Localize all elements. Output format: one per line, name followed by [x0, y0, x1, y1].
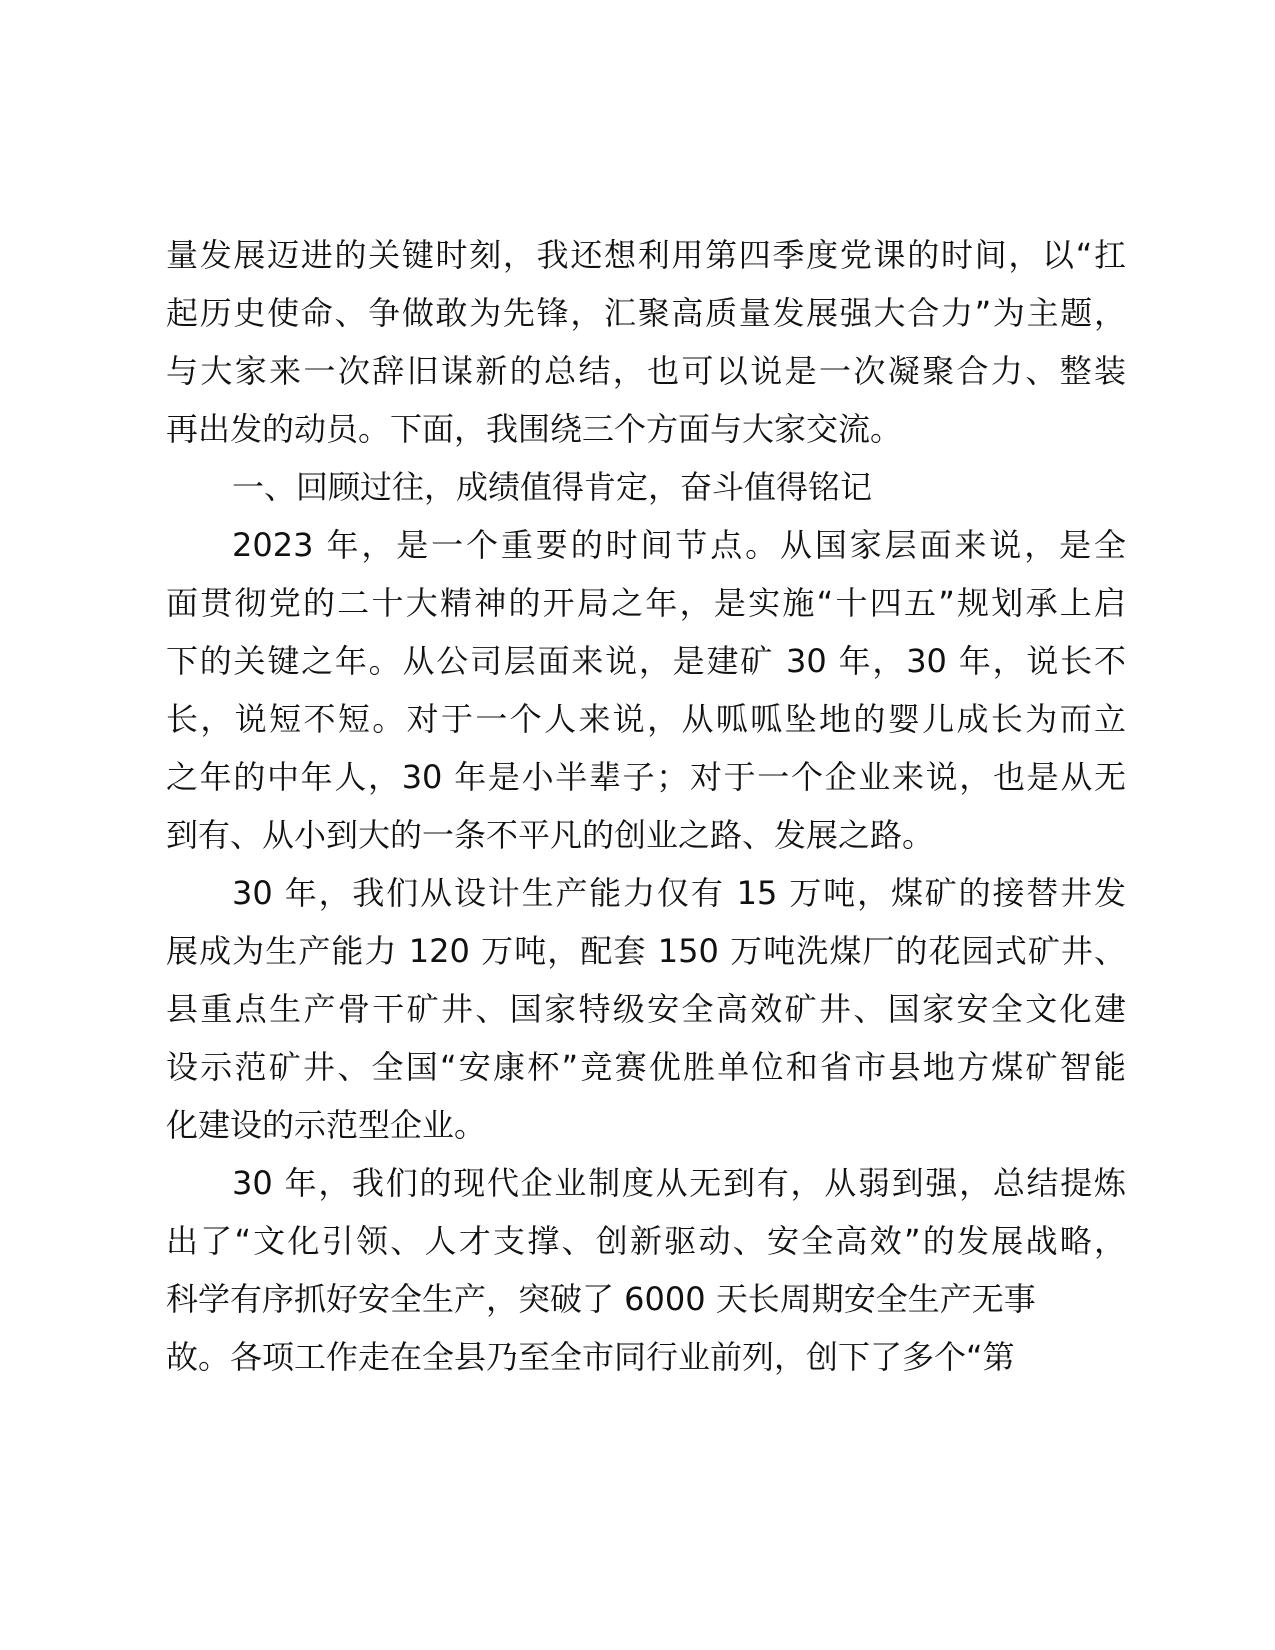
text-line: 到有、从小到大的一条不平凡的创业之路、发展之路。 — [166, 816, 935, 854]
text-line: 与大家来一次辞旧谋新的总结，也可以说是一次凝聚合力、整装 — [166, 352, 1126, 390]
text-line: 出了“文化引领、人才支撑、创新驱动、安全高效”的发展战略， — [166, 1222, 1126, 1260]
section-heading-1 — [166, 458, 1126, 516]
text-line: 起历史使命、争做敢为先锋，汇聚高质量发展强大合力”为主题， — [166, 294, 1126, 332]
text-line: 故。各项工作走在全县乃至全市同行业前列，创下了多个“第 — [166, 1338, 1015, 1376]
text-line: 30 年，我们的现代企业制度从无到有，从弱到强，总结提炼 — [232, 1164, 1126, 1202]
text-line: 下的关键之年。从公司层面来说，是建矿 30 年，30 年，说长不 — [166, 642, 1126, 680]
text-line: 县重点生产骨干矿井、国家特级安全高效矿井、国家安全文化建 — [166, 990, 1126, 1028]
text-line: 长，说短不短。对于一个人来说，从呱呱坠地的婴儿成长为而立 — [166, 700, 1126, 738]
text-line: 2023 年，是一个重要的时间节点。从国家层面来说，是全 — [232, 526, 1126, 564]
paragraph-30-years-system — [166, 1154, 1126, 1386]
text-line: 设示范矿井、全国“安康杯”竞赛优胜单位和省市县地方煤矿智能 — [166, 1048, 1126, 1086]
text-line: 科学有序抓好安全生产，突破了 6000 天长周期安全生产无事 — [166, 1280, 1036, 1318]
text-line: 量发展迈进的关键时刻，我还想利用第四季度党课的时间，以“扛 — [166, 236, 1126, 274]
paragraph-intro — [166, 226, 1126, 458]
text-line: 再出发的动员。下面，我围绕三个方面与大家交流。 — [166, 410, 903, 448]
text-line: 面贯彻党的二十大精神的开局之年，是实施“十四五”规划承上启 — [166, 584, 1126, 622]
text-line: 之年的中年人，30 年是小半辈子；对于一个企业来说，也是从无 — [166, 758, 1126, 796]
text-line: 化建设的示范型企业。 — [166, 1106, 487, 1144]
text-line: 30 年，我们从设计生产能力仅有 15 万吨，煤矿的接替井发 — [232, 874, 1126, 912]
section-heading-text: 一、回顾过往，成绩值得肯定，奋斗值得铭记 — [232, 468, 873, 506]
text-line: 展成为生产能力 120 万吨，配套 150 万吨洗煤厂的花园式矿井、 — [166, 932, 1126, 970]
paragraph-30-years-production — [166, 864, 1126, 1154]
document-body — [166, 226, 1126, 1386]
paragraph-2023 — [166, 516, 1126, 864]
